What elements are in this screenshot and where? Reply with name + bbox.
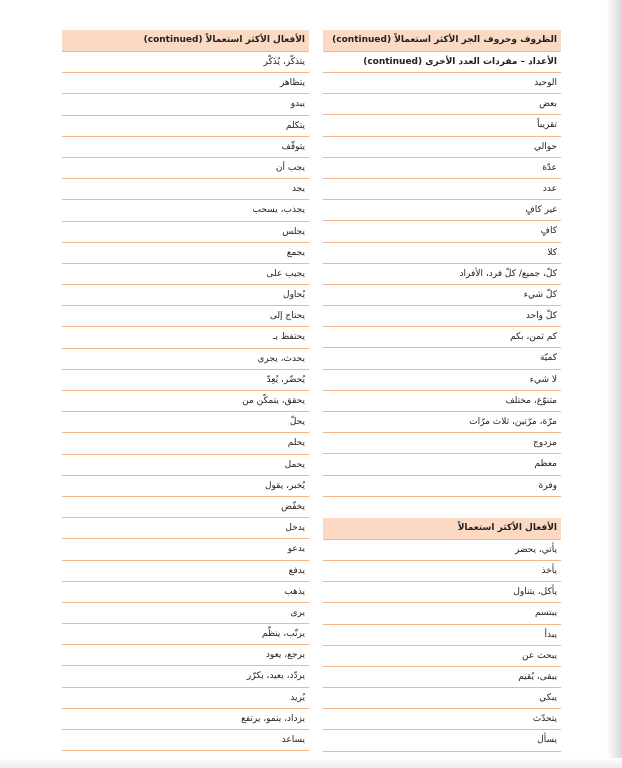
table-row: يجذب، يسحب	[62, 200, 309, 221]
table-row: يبدأ	[323, 625, 561, 646]
table-row: يُحضّر، يُعِدّ	[62, 370, 309, 391]
table-row: متنوّع، مختلف	[323, 391, 561, 412]
table-row: الوحيد	[323, 73, 561, 94]
table-row: عدد	[323, 179, 561, 200]
table-row: يرتّب، ينظّم	[62, 624, 309, 645]
table-row: مزدوج	[323, 433, 561, 454]
left-column-header: الأفعال الأكثر استعمالاً (continued)	[62, 30, 309, 52]
right-column	[323, 30, 561, 752]
table-row: يتوقّف	[62, 137, 309, 158]
table-row: يدعو	[62, 539, 309, 560]
table-row: غير كافٍ	[323, 200, 561, 221]
left-column-rows	[62, 52, 309, 751]
table-row: يبكي	[323, 688, 561, 709]
table-row: يدخل	[62, 518, 309, 539]
right-column-subheader: الأعداد – مفردات العدد الأخرى (continued)	[323, 52, 561, 73]
table-row: يزداد، ينمو، يرتفع	[62, 709, 309, 730]
table-row: وفرة	[323, 476, 561, 497]
table-row: يتذكّر، يُذَكّر	[62, 52, 309, 73]
table-row: يتحدّث	[323, 709, 561, 730]
table-row: معظم	[323, 454, 561, 475]
table-row: يجب أن	[62, 158, 309, 179]
table-row: يحتاج إلى	[62, 306, 309, 327]
table-row: يجيب على	[62, 264, 309, 285]
table-row: يجمع	[62, 243, 309, 264]
table-row: كميّة	[323, 348, 561, 369]
table-row: كلا	[323, 243, 561, 264]
table-row: كلّ، جميع/ كلّ فرد، الأفراد	[323, 264, 561, 285]
table-row: يحلّ	[62, 412, 309, 433]
table-row: يأخذ	[323, 561, 561, 582]
table-row: يجد	[62, 179, 309, 200]
table-row: يُريد	[62, 688, 309, 709]
table-row: يدفع	[62, 561, 309, 582]
verbs-section-header: الأفعال الأكثر استعمالاً	[323, 518, 561, 540]
table-row: بعض	[323, 94, 561, 115]
table-row: يرى	[62, 603, 309, 624]
table-row: يحلم	[62, 433, 309, 454]
table-row: يسأل	[323, 730, 561, 751]
table-row: كم ثمن، بكم	[323, 327, 561, 348]
table-row: يأكل، يتناول	[323, 582, 561, 603]
table-row: يبدو	[62, 94, 309, 115]
table-row: يخفّض	[62, 497, 309, 518]
page-edge-shadow	[606, 0, 622, 768]
table-row: يبتسم	[323, 603, 561, 624]
section-gap	[323, 497, 561, 518]
verbs-section-rows	[323, 540, 561, 752]
table-row: يحقق، يتمكّن من	[62, 391, 309, 412]
table-row: يحتفظ بـ	[62, 327, 309, 348]
table-row: كافٍ	[323, 221, 561, 242]
table-row: يبحث عن	[323, 646, 561, 667]
table-row: كلّ شيء	[323, 285, 561, 306]
table-row: يذهب	[62, 582, 309, 603]
table-row: مرّة، مرّتين، ثلاث مرّات	[323, 412, 561, 433]
table-row: يُحاول	[62, 285, 309, 306]
right-column-rows	[323, 73, 561, 497]
table-row: يساعد	[62, 730, 309, 751]
table-row: يتظاهر	[62, 73, 309, 94]
table-row: عدّة	[323, 158, 561, 179]
table-row: يجلس	[62, 222, 309, 243]
right-column-header: الظروف وحروف الجر الأكثر استعمالاً (continued)	[323, 30, 561, 52]
page-bottom-edge	[0, 758, 622, 768]
table-row: لا شيء	[323, 370, 561, 391]
table-row: يحمل	[62, 455, 309, 476]
table-row: تقريباً	[323, 115, 561, 136]
left-column	[62, 30, 309, 751]
table-row: يحدث، يجري	[62, 349, 309, 370]
table-row: يرجع، يعود	[62, 645, 309, 666]
table-row: يبقى، يُقيم	[323, 667, 561, 688]
table-row: يتكلم	[62, 116, 309, 137]
table-row: يردّد، يعيد، يكرّر	[62, 666, 309, 687]
table-row: حوالي	[323, 137, 561, 158]
table-row: كلّ واحد	[323, 306, 561, 327]
table-row: يأتي، يحضر	[323, 540, 561, 561]
table-row: يُخبر، يقول	[62, 476, 309, 497]
